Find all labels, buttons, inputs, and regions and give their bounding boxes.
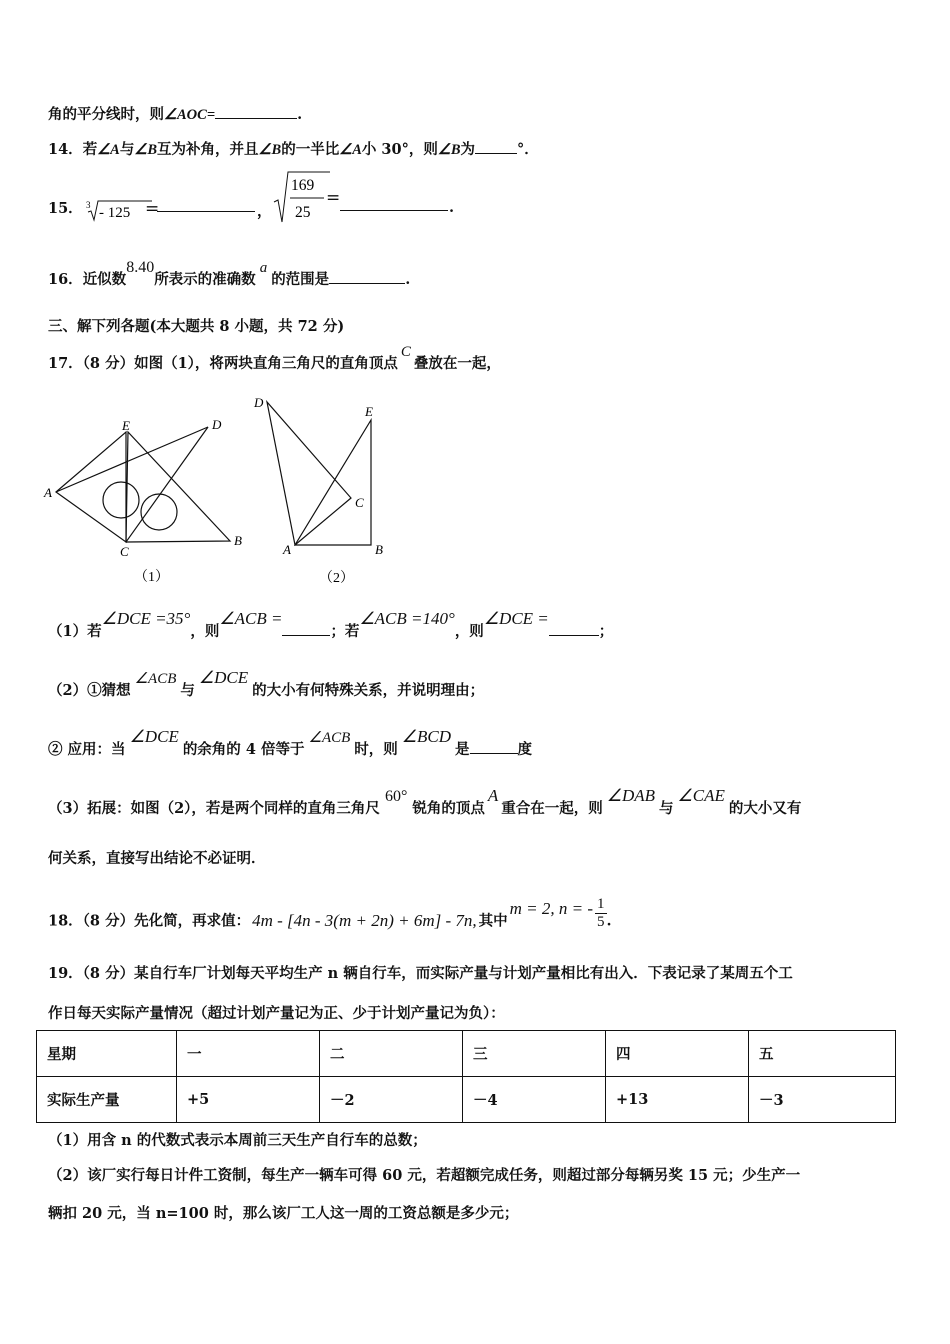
q17-p2b-unit: 度 bbox=[517, 741, 533, 758]
q14-angle-a: ∠A bbox=[339, 142, 362, 158]
q15-denominator: 25 bbox=[295, 204, 311, 221]
q15 bbox=[48, 197, 83, 218]
q17-p3-text: 与 bbox=[659, 800, 674, 817]
q16-value: 8.40 bbox=[126, 259, 155, 276]
fig1-circle-right bbox=[141, 494, 177, 530]
q17-p3-degree: 60° bbox=[384, 788, 408, 805]
q15-radicand: - 125 bbox=[99, 205, 131, 221]
q17-p1-end: ； bbox=[598, 623, 614, 640]
q19-text-1: 19．（8 分）某自行车厂计划每天平均生产 n 辆自行车，而实际产量与计划产量相比有出入．下表记录了某周五个工 bbox=[48, 965, 793, 982]
q18-expression: 4m - [4n - 3(m + 2n) + 6m] - 7n, bbox=[252, 910, 477, 930]
table-cell: 实际生产量 bbox=[37, 1077, 177, 1123]
q15-eq1-sign: = bbox=[145, 199, 160, 219]
q18-condition: m = 2, n = - bbox=[509, 898, 594, 918]
q13-angle: ∠AOC= bbox=[164, 107, 216, 123]
q17-figure-2 bbox=[245, 390, 405, 590]
q17-p3-angle-cae: ∠CAE bbox=[677, 786, 725, 805]
table-header-cell: 星期 bbox=[37, 1031, 177, 1077]
q17-p1-text: ，则 bbox=[454, 623, 484, 640]
q15-cube-root bbox=[84, 198, 154, 224]
table-cell: +5 bbox=[177, 1077, 320, 1123]
q14-text: 为 bbox=[460, 141, 476, 158]
q18-fraction bbox=[595, 896, 607, 931]
fig1-triangle-bce-edge bbox=[126, 432, 230, 542]
q17-p2-text: （2）①猜想 bbox=[48, 682, 131, 699]
q14-angle-b: ∠B bbox=[134, 142, 158, 158]
section-3-text: 三、解下列各题(本大题共 8 小题，共 72 分) bbox=[48, 318, 345, 335]
q18-end: . bbox=[606, 912, 612, 930]
q17-p3-text: 重合在一起，则 bbox=[501, 800, 603, 817]
q19-line2 bbox=[48, 1002, 505, 1023]
q19-sub2b-text: 辆扣 20 元，当 n=100 时，那么该厂工人这一周的工资总额是多少元； bbox=[48, 1205, 519, 1222]
q17-intro-text: 17．（8 分）如图（1），将两块直角三角尺的直角顶点 bbox=[48, 355, 398, 372]
q16-text: 的范围是 bbox=[271, 271, 330, 288]
q17-p2b-blank[interactable] bbox=[470, 739, 518, 754]
q15-eq2-sign: = bbox=[326, 188, 341, 208]
q17-p1-blank-2[interactable] bbox=[549, 621, 599, 636]
q16 bbox=[48, 259, 411, 289]
q19-sub1-text: （1）用含 n 的代数式表示本周前三天生产自行车的总数； bbox=[48, 1132, 427, 1149]
q17-intro bbox=[48, 344, 501, 373]
q17-p1-text: ；若 bbox=[330, 623, 360, 640]
q17-p1-given-1: ∠DCE =35° bbox=[101, 609, 191, 628]
q18-frac-num: 1 bbox=[597, 896, 605, 912]
q17-p3-text: 的大小又有 bbox=[728, 800, 802, 817]
q19-sub2a-text: （2）该厂实行每日计件工资制，每生产一辆车可得 60 元，若超额完成任务，则超过部分每辆另奖 15 元；少生产一 bbox=[48, 1167, 801, 1184]
q15-root-index: 3 bbox=[86, 200, 91, 210]
q17-p3b-text: 何关系，直接写出结论不必证明． bbox=[48, 850, 266, 867]
table-row bbox=[37, 1077, 896, 1123]
q17-part3-cont bbox=[48, 847, 266, 868]
q18-frac-den: 5 bbox=[597, 914, 605, 930]
q15-end-text: . bbox=[449, 199, 455, 216]
q14-angle-b: ∠B bbox=[258, 142, 282, 158]
q17-p3-vertex: A bbox=[487, 786, 499, 805]
fig2-label-c: C bbox=[355, 495, 364, 510]
q17-p2b-angle-bcd: ∠BCD bbox=[401, 727, 452, 746]
q13-answer-blank[interactable] bbox=[215, 104, 297, 119]
q16-number: 16． bbox=[48, 271, 83, 288]
q18-text: 18．（8 分）先化简，再求值： bbox=[48, 912, 251, 930]
q14-number: 14． bbox=[48, 141, 83, 158]
q19-text-2: 作日每天实际产量情况（超过计划产量记为正、少于计划产量记为负）： bbox=[48, 1005, 505, 1022]
q17-p2b-text: 时，则 bbox=[354, 741, 398, 758]
q19-table bbox=[36, 1030, 896, 1123]
q14-answer-blank[interactable] bbox=[475, 139, 517, 154]
table-cell: －2 bbox=[320, 1077, 463, 1123]
q17-figure-1 bbox=[40, 410, 260, 590]
q17-p2-angle-dce: ∠DCE bbox=[198, 668, 249, 687]
fig2-triangle-abe bbox=[295, 420, 371, 545]
q17-p2b-angle-dce: ∠DCE bbox=[129, 727, 179, 746]
q15-eq2 bbox=[326, 188, 340, 208]
q15-end bbox=[449, 199, 454, 216]
fig1-caption: （1） bbox=[134, 570, 169, 585]
table-row bbox=[37, 1031, 896, 1077]
q17-p2b-text: ② 应用：当 bbox=[48, 741, 126, 758]
q17-p1-ask-2: ∠DCE = bbox=[483, 609, 549, 628]
table-header-cell: 三 bbox=[463, 1031, 606, 1077]
table-cell: +13 bbox=[606, 1077, 749, 1123]
fig2-label-d: D bbox=[254, 395, 264, 410]
q14-angle-b: ∠B bbox=[437, 142, 461, 158]
fig1-circle-left bbox=[103, 482, 139, 518]
q17-p3-text: （3）拓展：如图（2），若是两个同样的直角三角尺 bbox=[48, 800, 380, 817]
q15-answer-blank-1[interactable] bbox=[157, 197, 255, 212]
fig1-label-e: E bbox=[122, 418, 130, 433]
q17-p1-ask-1: ∠ACB = bbox=[219, 609, 283, 628]
q17-p2-angle-acb: ∠ACB bbox=[134, 671, 177, 687]
q16-text: 所表示的准确数 bbox=[154, 271, 256, 288]
q15-answer-blank-2[interactable] bbox=[340, 196, 448, 211]
table-header-cell: 一 bbox=[177, 1031, 320, 1077]
q14 bbox=[48, 138, 539, 159]
table-cell: －4 bbox=[463, 1077, 606, 1123]
q18-text: 其中 bbox=[478, 912, 508, 930]
q17-p1-text: （1）若 bbox=[48, 623, 102, 640]
q17-p2b-text: 的余角的 4 倍等于 bbox=[182, 741, 305, 758]
fig2-label-e: E bbox=[365, 404, 373, 419]
q17-part2 bbox=[48, 668, 485, 700]
table-header-cell: 二 bbox=[320, 1031, 463, 1077]
q19-sub2a bbox=[48, 1164, 800, 1185]
q18 bbox=[48, 896, 612, 939]
q14-text: 若 bbox=[82, 141, 98, 158]
q13-end: . bbox=[297, 106, 303, 123]
q14-text: 互为补角，并且 bbox=[157, 141, 259, 158]
q15-comma bbox=[257, 200, 272, 221]
q17-p2-text: 的大小有何特殊关系，并说明理由； bbox=[252, 682, 485, 699]
q15-number: 15． bbox=[48, 200, 83, 217]
q14-angle-a: ∠A bbox=[97, 142, 120, 158]
q16-var: a bbox=[259, 260, 268, 276]
table-header-cell: 四 bbox=[606, 1031, 749, 1077]
table-cell: －3 bbox=[749, 1077, 896, 1123]
q17-part3 bbox=[48, 786, 802, 818]
fig2-label-a: A bbox=[283, 542, 291, 557]
q14-end: °． bbox=[517, 141, 539, 158]
q17-p1-blank-1[interactable] bbox=[282, 621, 330, 636]
q17-p1-given-2: ∠ACB =140° bbox=[359, 609, 455, 628]
section-3-title bbox=[48, 315, 344, 336]
q17-p1-text: ，则 bbox=[190, 623, 220, 640]
q17-p3-text: 锐角的顶点 bbox=[412, 800, 485, 817]
q16-answer-blank[interactable] bbox=[329, 269, 405, 284]
q16-text: 近似数 bbox=[82, 271, 127, 288]
q17-p2-text: 与 bbox=[180, 682, 195, 699]
q13-tail bbox=[48, 103, 302, 124]
q17-intro-end: 叠放在一起， bbox=[413, 355, 501, 372]
q17-vertex: C bbox=[400, 344, 411, 360]
q17-part1 bbox=[48, 609, 614, 641]
q19-sub2b bbox=[48, 1202, 518, 1223]
q14-text: 的一半比 bbox=[281, 141, 340, 158]
q17-part2-application bbox=[48, 727, 533, 759]
q19-sub1 bbox=[48, 1129, 427, 1150]
q15-numerator: 169 bbox=[291, 177, 315, 194]
q17-p3-angle-dab: ∠DAB bbox=[606, 786, 656, 805]
q13-text: 角的平分线时，则 bbox=[48, 106, 164, 123]
q15-comma-text: ， bbox=[257, 203, 272, 220]
q17-p2b-angle-acb: ∠ACB bbox=[308, 730, 351, 746]
table-header-cell: 五 bbox=[749, 1031, 896, 1077]
q14-text: 小 30°，则 bbox=[361, 141, 438, 158]
fig1-label-c: C bbox=[120, 544, 129, 559]
fig1-label-b: B bbox=[234, 533, 242, 548]
fig2-label-b: B bbox=[375, 542, 383, 557]
fig1-label-a: A bbox=[44, 485, 52, 500]
q16-end: . bbox=[405, 271, 411, 288]
q17-p2b-text: 是 bbox=[455, 741, 470, 758]
fig2-caption: （2） bbox=[319, 571, 354, 586]
q15-square-root bbox=[272, 168, 332, 226]
q19-line1 bbox=[48, 962, 793, 983]
q14-text: 与 bbox=[119, 141, 135, 158]
fig1-label-d: D bbox=[212, 417, 222, 432]
